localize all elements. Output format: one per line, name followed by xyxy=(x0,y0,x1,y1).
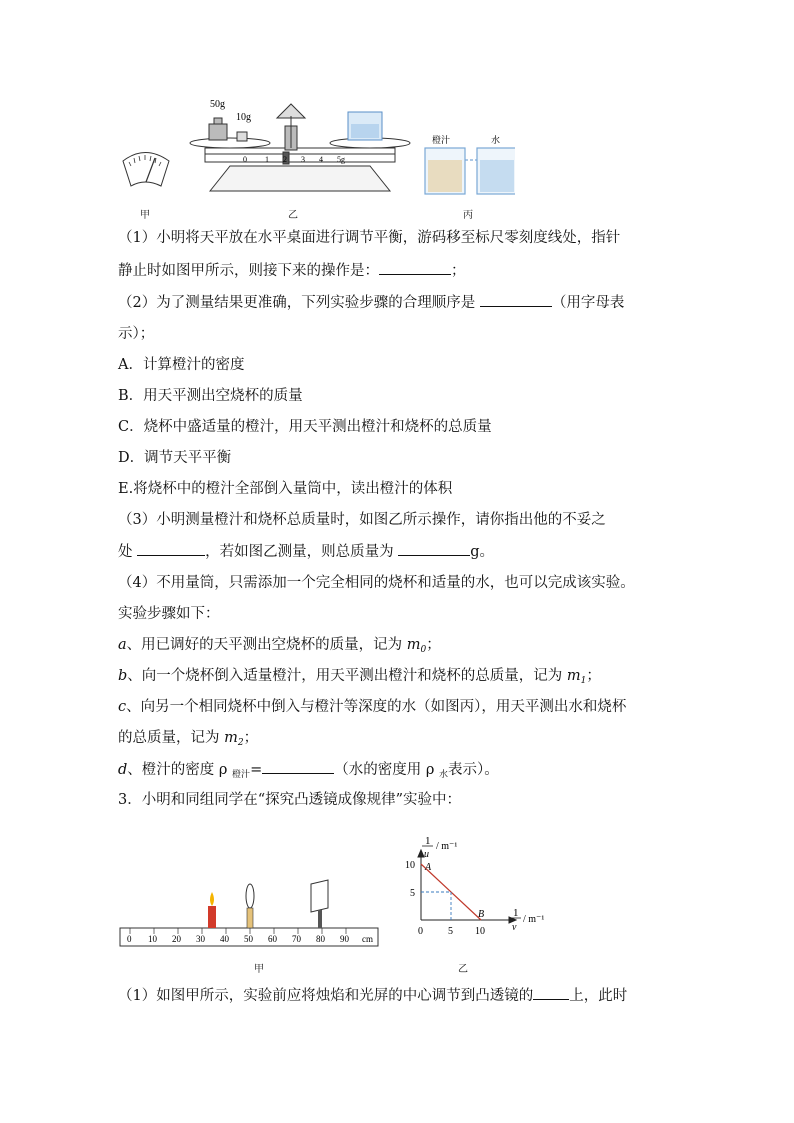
label-water: 水 xyxy=(491,135,501,145)
y-tick-10: 10 xyxy=(405,860,415,871)
svg-text:cm: cm xyxy=(362,934,373,944)
q-line-2: 静止时如图甲所示，则接下来的操作是： ； xyxy=(118,260,466,281)
y-tick-5: 5 xyxy=(410,888,415,899)
svg-text:5g: 5g xyxy=(337,155,345,164)
svg-text:0: 0 xyxy=(243,155,247,164)
point-a-label: A xyxy=(425,862,432,873)
beakers xyxy=(425,148,515,194)
pointer-dial xyxy=(123,153,169,187)
svg-text:1: 1 xyxy=(513,907,519,919)
caption-bing: 丙 xyxy=(463,210,473,221)
answer-blank-5[interactable] xyxy=(262,759,334,774)
q3-title: 3．小明和同组同学在“探究凸透镜成像规律”实验中： xyxy=(118,792,462,808)
step-b: b、向一个烧杯倒入适量橙汁，用天平测出橙汁和烧杯的总质量，记为 $m_1$； xyxy=(118,668,601,686)
svg-text:3: 3 xyxy=(301,155,305,164)
graph-inverse-u-v xyxy=(392,822,562,952)
option-a: A．计算橙汁的密度 xyxy=(118,357,245,373)
svg-text:0: 0 xyxy=(127,934,132,944)
q3-line-1: （1）如图甲所示，实验前应将烛焰和光屏的中心调节到凸透镜的 上，此时 xyxy=(118,985,627,1006)
svg-text:60: 60 xyxy=(268,934,277,944)
option-e: E.将烧杯中的橙汁全部倒入量筒中，读出橙汁的体积 xyxy=(118,481,453,497)
caption-bottom-yi: 乙 xyxy=(458,964,468,975)
svg-text:1: 1 xyxy=(265,155,269,164)
svg-text:90: 90 xyxy=(340,934,349,944)
caption-jia: 甲 xyxy=(140,210,150,221)
answer-blank-4[interactable] xyxy=(398,541,470,556)
q-line-3-2: 处 ，若如图乙测量，则总质量为 g。 xyxy=(118,541,494,562)
svg-text:/ m⁻¹: / m⁻¹ xyxy=(523,914,545,925)
step-d: d、橙汁的密度 ρ $_{橙汁}$= （水的密度用 ρ $_水$表示）。 xyxy=(118,759,499,785)
q-line-3: （2）为了测量结果更准确，下列实验步骤的合理顺序是 （用字母表 xyxy=(118,292,624,313)
step-c-2: 的总质量，记为 $m_2$； xyxy=(118,730,259,748)
svg-text:70: 70 xyxy=(292,934,301,944)
answer-blank-2[interactable] xyxy=(480,292,552,307)
svg-text:2: 2 xyxy=(283,155,287,164)
svg-text:40: 40 xyxy=(220,934,229,944)
candle xyxy=(208,906,216,928)
step-c-1: c、向另一个相同烧杯中倒入与橙汁等深度的水（如图丙），用天平测出水和烧杯 xyxy=(118,699,627,715)
svg-text:u: u xyxy=(424,849,429,860)
q-line-4-2: 实验步骤如下： xyxy=(118,606,220,622)
screen xyxy=(311,880,328,912)
option-b: B．用天平测出空烧杯的质量 xyxy=(118,388,303,404)
weight-10g: 10g xyxy=(236,112,251,123)
svg-text:20: 20 xyxy=(172,934,181,944)
answer-blank-6[interactable] xyxy=(533,985,569,1000)
svg-text:4: 4 xyxy=(319,155,323,164)
lens xyxy=(246,884,254,908)
option-c: C．烧杯中盛适量的橙汁，用天平测出橙汁和烧杯的总质量 xyxy=(118,419,492,435)
svg-text:1: 1 xyxy=(425,835,431,847)
balance xyxy=(190,104,410,191)
svg-text:v: v xyxy=(512,922,517,933)
caption-yi: 乙 xyxy=(288,210,298,221)
q-line-4-1: （4）不用量筒，只需添加一个完全相同的烧杯和适量的水，也可以完成该实验。 xyxy=(118,575,635,591)
option-d: D．调节天平平衡 xyxy=(118,450,232,466)
caption-bottom-jia: 甲 xyxy=(254,964,264,975)
svg-text:30: 30 xyxy=(196,934,205,944)
label-juice: 橙汁 xyxy=(432,135,451,145)
q-line-1: （1）小明将天平放在水平桌面进行调节平衡，游码移至标尺零刻度线处，指针 xyxy=(118,230,621,246)
svg-text:80: 80 xyxy=(316,934,325,944)
q-line-3-1: （3）小明测量橙汁和烧杯总质量时，如图乙所示操作，请你指出他的不妥之 xyxy=(118,512,606,528)
answer-blank-3[interactable] xyxy=(137,541,205,556)
x-tick-10: 10 xyxy=(475,926,485,937)
x-tick-0: 0 xyxy=(418,926,423,937)
svg-text:/ m⁻¹: / m⁻¹ xyxy=(436,841,458,852)
svg-text:10: 10 xyxy=(148,934,157,944)
q-line-4: 示）； xyxy=(118,326,155,342)
weight-50g: 50g xyxy=(210,99,225,110)
step-a: a、用已调好的天平测出空烧杯的质量，记为 $m_0$； xyxy=(118,637,441,655)
bench-ticks xyxy=(118,930,380,946)
answer-blank-1[interactable] xyxy=(379,260,451,275)
svg-text:50: 50 xyxy=(244,934,253,944)
point-b-label: B xyxy=(478,909,485,920)
x-tick-5: 5 xyxy=(448,926,453,937)
figure-balance-set xyxy=(115,96,515,221)
